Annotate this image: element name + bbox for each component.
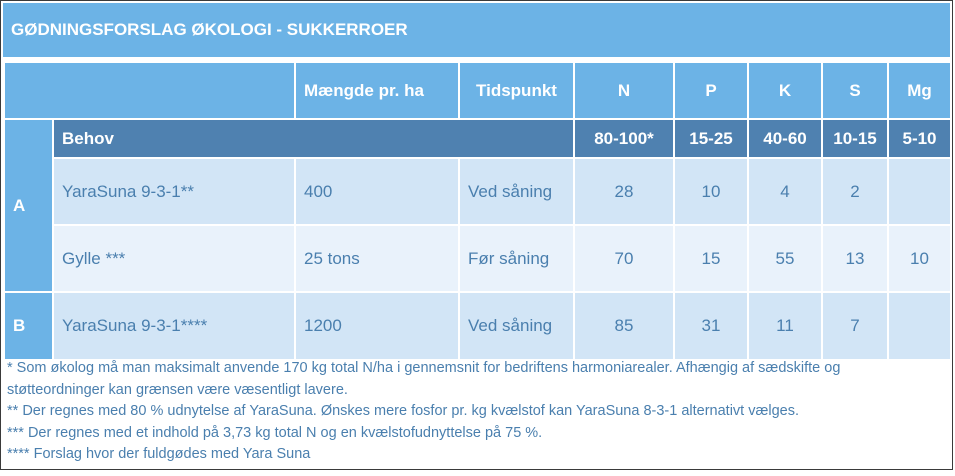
row-s: 2: [822, 158, 888, 225]
footnote-line: * Som økolog må man maksimalt anvende 170 kg total N/ha i gennemsnit for bedriftens harmoniarealer. Afhængig af sædskifte og: [7, 360, 841, 376]
row-k: 55: [748, 225, 822, 292]
row-product: YaraSuna 9-3-1****: [53, 292, 295, 360]
row-timing: Ved såning: [459, 292, 574, 360]
header-k: K: [748, 62, 822, 119]
row-mg: 10: [888, 225, 951, 292]
behov-p: 15-25: [674, 119, 748, 158]
table-title: GØDNINGSFORSLAG ØKOLOGI - SUKKERROER: [3, 3, 950, 57]
group-a-label: A: [4, 119, 53, 292]
row-n: 85: [574, 292, 674, 360]
header-amount: Mængde pr. ha: [295, 62, 459, 119]
header-s: S: [822, 62, 888, 119]
table-row: [4, 158, 951, 225]
behov-label: Behov: [53, 119, 574, 158]
header-row: [4, 62, 951, 119]
row-amount: 400: [295, 158, 459, 225]
footnotes: [7, 358, 952, 466]
header-timing: Tidspunkt: [459, 62, 574, 119]
header-mg: Mg: [888, 62, 951, 119]
fertilizer-table: [3, 61, 952, 361]
row-p: 31: [674, 292, 748, 360]
row-p: 15: [674, 225, 748, 292]
footnote-line: støtteordninger kan grænsen være væsentligt lavere.: [7, 381, 348, 398]
row-s: 13: [822, 225, 888, 292]
behov-k: 40-60: [748, 119, 822, 158]
row-mg: [888, 158, 951, 225]
row-n: 28: [574, 158, 674, 225]
header-n: N: [574, 62, 674, 119]
row-amount: 25 tons: [295, 225, 459, 292]
row-p: 10: [674, 158, 748, 225]
behov-n: 80-100*: [574, 119, 674, 158]
row-k: 11: [748, 292, 822, 360]
row-mg: [888, 292, 951, 360]
behov-mg: 5-10: [888, 119, 951, 158]
behov-row: [4, 119, 951, 158]
row-timing: Ved såning: [459, 158, 574, 225]
footnote-line: ** Der regnes med 80 % udnytelse af YaraSuna. Ønskes mere fosfor pr. kg kvælstof kan YaraSuna 8-3-1 alternativt vælges.: [7, 403, 799, 419]
behov-s: 10-15: [822, 119, 888, 158]
table-row: [4, 225, 951, 292]
row-n: 70: [574, 225, 674, 292]
header-p: P: [674, 62, 748, 119]
footnote-line: *** Der regnes med et indhold på 3,73 kg total N og en kvælstofudnyttelse på 75 %.: [7, 424, 543, 441]
row-timing: Før såning: [459, 225, 574, 292]
header-empty-cell: [4, 62, 295, 119]
row-product: Gylle ***: [53, 225, 295, 292]
table-row: [4, 292, 951, 360]
row-product: YaraSuna 9-3-1**: [53, 158, 295, 225]
row-k: 4: [748, 158, 822, 225]
row-amount: 1200: [295, 292, 459, 360]
footnote-line: **** Forslag hvor der fuldgødes med Yara Suna: [7, 446, 311, 462]
group-b-label: B: [4, 292, 53, 360]
row-s: 7: [822, 292, 888, 360]
